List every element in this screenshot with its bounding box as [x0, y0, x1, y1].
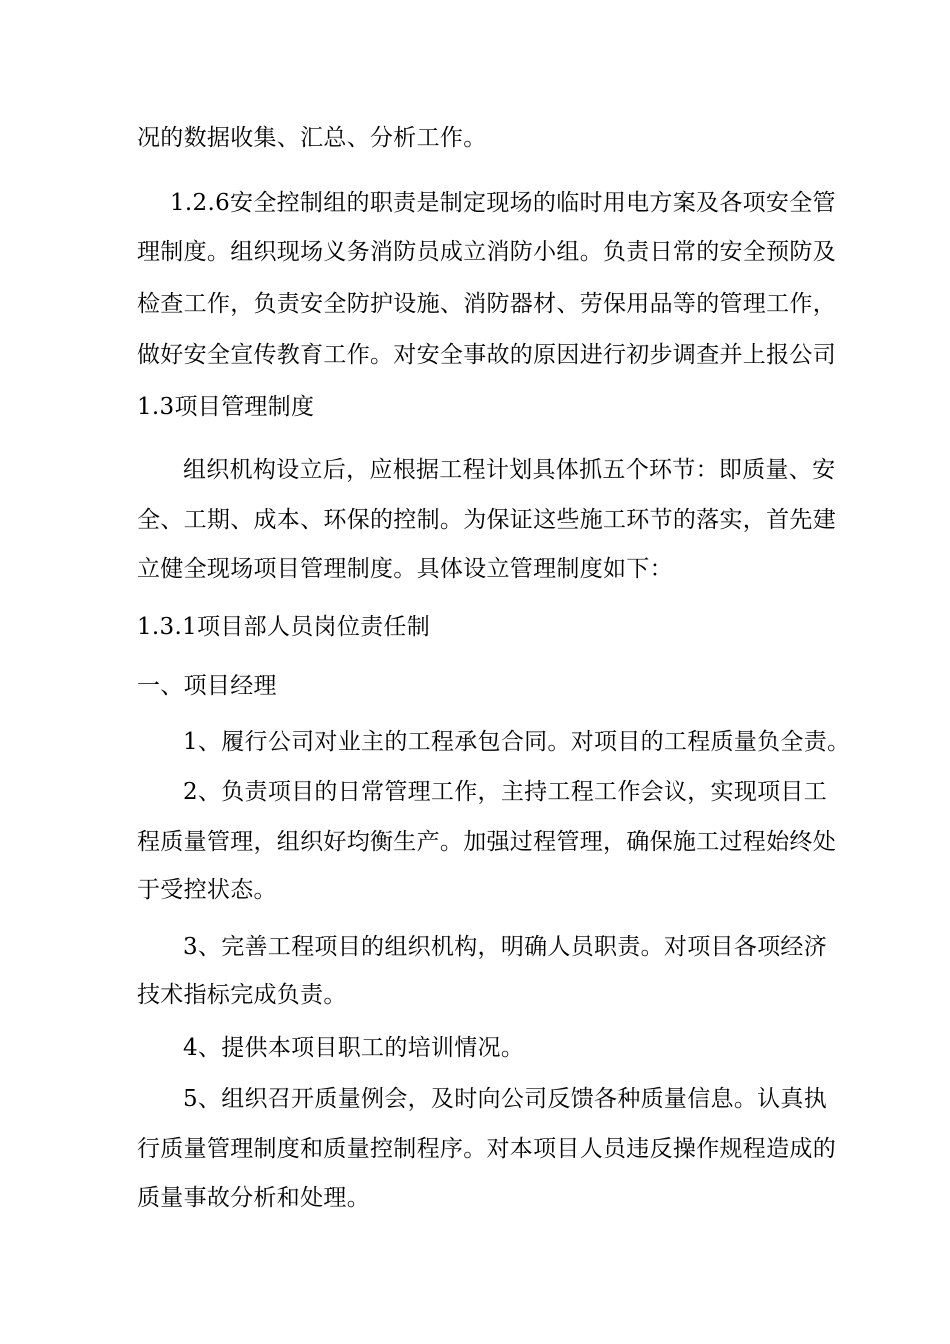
paragraph-line: 理制度。组织现场义务消防员成立消防小组。负责日常的安全预防及 — [137, 239, 836, 265]
list-item: 3、完善工程项目的组织机构，明确人员职责。对项目各项经济 — [183, 934, 828, 960]
paragraph-line: 况的数据收集、汇总、分析工作。 — [137, 125, 487, 151]
list-item: 2、负责项目的日常管理工作，主持工程工作会议，实现项目工 — [183, 779, 828, 805]
list-item: 5、组织召开质量例会，及时向公司反馈各种质量信息。认真执 — [183, 1086, 828, 1112]
paragraph-line: 全、工期、成本、环保的控制。为保证这些施工环节的落实，首先建 — [137, 507, 836, 533]
paragraph-line: 立健全现场项目管理制度。具体设立管理制度如下： — [137, 556, 673, 582]
paragraph-line: 检查工作，负责安全防护设施、消防器材、劳保用品等的管理工作， — [137, 291, 836, 317]
paragraph-line: 于受控状态。 — [137, 877, 277, 903]
list-item: 1、履行公司对业主的工程承包合同。对项目的工程质量负全责。 — [183, 729, 851, 755]
section-heading-1-2-6: 1.2.6安全控制组的职责是制定现场的临时用电方案及各项安全管 — [170, 190, 836, 216]
paragraph-line: 组织机构设立后，应根据工程计划具体抓五个环节：即质量、安 — [183, 457, 836, 483]
subsection-heading: 一、项目经理 — [137, 673, 277, 699]
paragraph-line: 程质量管理，组织好均衡生产。加强过程管理，确保施工过程始终处 — [137, 829, 836, 855]
paragraph-line: 技术指标完成负责。 — [137, 982, 347, 1008]
paragraph-line: 行质量管理制度和质量控制程序。对本项目人员违反操作规程造成的 — [137, 1136, 836, 1162]
section-heading-1-3-1: 1.3.1项目部人员岗位责任制 — [137, 614, 431, 640]
paragraph-line: 质量事故分析和处理。 — [137, 1185, 370, 1211]
list-item: 4、提供本项目职工的培训情况。 — [183, 1035, 525, 1061]
paragraph-line: 做好安全宣传教育工作。对安全事故的原因进行初步调查并上报公司 — [137, 342, 836, 368]
section-heading-1-3: 1.3项目管理制度 — [137, 394, 315, 420]
